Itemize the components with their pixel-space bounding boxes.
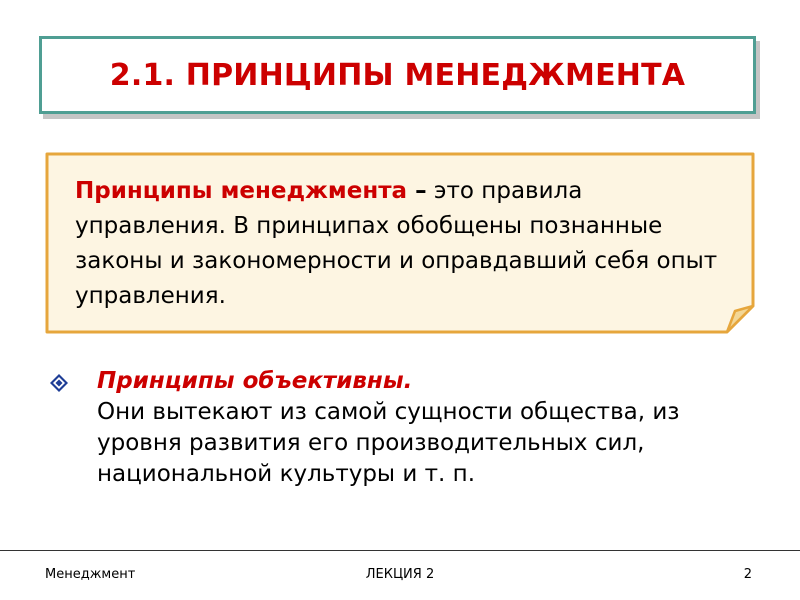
footer-divider [0,550,800,551]
footer-page-number: 2 [743,567,752,582]
definition-text [75,174,735,314]
definition-body: это правила управления. В принципах обобщены познанные законы и закономерности и оправдавший себя опыт управления. [75,178,718,309]
definition-dash: – [407,178,427,204]
diamond-bullet-icon [50,374,68,392]
bullet-heading: Принципы объективны. [97,368,413,394]
definition-note [45,152,755,334]
footer-course: Менеджмент [45,567,136,582]
footer-lecture: ЛЕКЦИЯ 2 [365,567,435,582]
title-box [39,36,756,114]
definition-term: Принципы менеджмента [75,178,408,204]
bullet-item [97,366,767,490]
slide-title: 2.1. ПРИНЦИПЫ МЕНЕДЖМЕНТА [109,57,686,93]
bullet-body: Они вытекают из самой сущности общества, из уровня развития его производительных сил, национальной культуры и т. п. [97,399,680,487]
